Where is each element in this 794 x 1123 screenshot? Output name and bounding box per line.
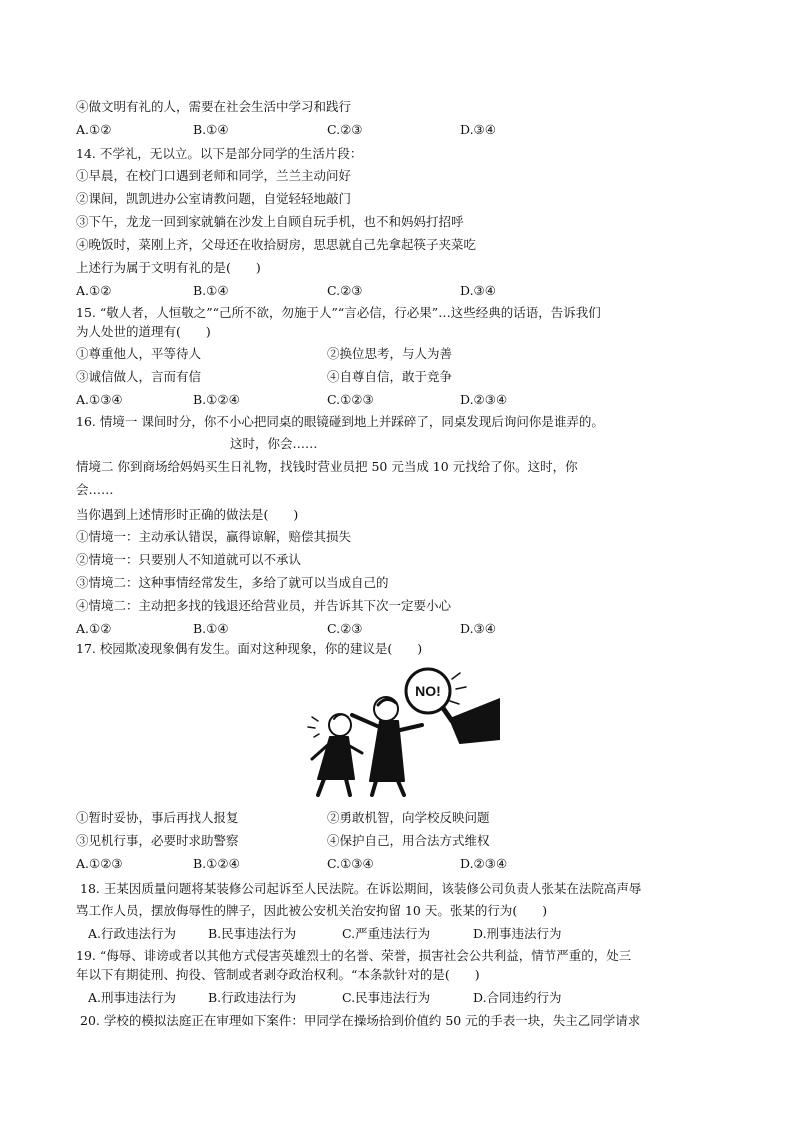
q16-item-2: ②情境一：只要别人不知道就可以不承认	[76, 552, 302, 567]
q16-option-d: D.③④	[460, 621, 496, 636]
q14-option-d: D.③④	[460, 283, 496, 298]
q14-stem: 14. 不学礼，无以立。以下是部分同学的生活片段：	[76, 146, 363, 161]
q13-option-b: B.①④	[193, 122, 229, 137]
q20-stem-line-1: 20. 学校的模拟法庭正在审理如下案件：甲同学在操场拾到价值约 50 元的手表一块，失主乙同学请求	[80, 1013, 641, 1028]
q13-option-a: A.①②	[76, 122, 112, 137]
q19-option-b: B.行政违法行为	[208, 990, 297, 1005]
q15-item-4: ④自尊自信，敢于竞争	[327, 369, 453, 384]
q15-option-a: A.①③④	[76, 392, 123, 407]
q17-option-d: D.②③④	[460, 856, 508, 871]
q14-option-a: A.①②	[76, 283, 112, 298]
q16-item-3: ③情境二：这种事情经常发生，多给了就可以当成自己的	[76, 575, 389, 590]
anti-bullying-cartoon	[300, 661, 500, 801]
q17-option-c: C.①③④	[327, 856, 374, 871]
q14-item-1: ①早晨，在校门口遇到老师和同学，兰兰主动问好	[76, 168, 352, 183]
q15-item-3: ③诚信做人，言而有信	[76, 369, 202, 384]
q15-option-c: C.①②③	[327, 392, 374, 407]
q18-stem-line-2: 骂工作人员，摆放侮辱性的牌子，因此被公安机关治安拘留 10 天。张某的行为( )	[76, 903, 548, 918]
q14-option-c: C.②③	[327, 283, 363, 298]
q19-option-a: A.刑事违法行为	[88, 990, 177, 1005]
q14-question: 上述行为属于文明有礼的是( )	[76, 260, 261, 275]
q13-option-d: D.③④	[460, 122, 496, 137]
q17-item-3: ③见机行事，必要时求助警察	[76, 833, 239, 848]
q14-item-3: ③下午，龙龙一回到家就躺在沙发上自顾自玩手机，也不和妈妈打招呼	[76, 214, 464, 229]
q15-item-2: ②换位思考，与人为善	[327, 346, 453, 361]
q16-item-4: ④情境二：主动把多找的钱退还给营业员，并告诉其下次一定要小心	[76, 598, 452, 613]
q16-scenario-1-prompt: 这时，你会……	[230, 436, 318, 451]
q13-option-c: C.②③	[327, 122, 363, 137]
q17-option-a: A.①②③	[76, 856, 123, 871]
q18-option-b: B.民事违法行为	[208, 926, 297, 941]
q16-scenario-2: 情境二 你到商场给妈妈买生日礼物，找钱时营业员把 50 元当成 10 元找给了你。这时，你	[76, 459, 578, 474]
q15-stem-line-2: 为人处世的道理有( )	[76, 324, 211, 339]
q17-item-4: ④保护自己，用合法方式维权	[327, 833, 490, 848]
q16-item-1: ①情境一：主动承认错误，赢得谅解，赔偿其损失	[76, 529, 352, 544]
q15-stem-line-1: 15. “敬人者，人恒敬之”“己所不欲，勿施于人”“言必信，行必果”…这些经典的话语，告诉我们	[76, 305, 601, 320]
q13-statement-4: ④做文明有礼的人，需要在社会生活中学习和践行	[76, 99, 352, 114]
q19-option-d: D.合同违约行为	[473, 990, 562, 1005]
q17-stem: 17. 校园欺凌现象偶有发生。面对这种现象，你的建议是( )	[76, 641, 423, 656]
q16-question: 当你遇到上述情形时正确的做法是( )	[76, 507, 299, 522]
q17-item-1: ①暂时妥协，事后再找人报复	[76, 810, 239, 825]
no-sign-text: NO!	[415, 683, 441, 699]
q16-scenario-2-prompt: 会……	[76, 482, 114, 497]
q18-option-a: A.行政违法行为	[88, 926, 177, 941]
q14-item-4: ④晚饭时，菜刚上齐，父母还在收拾厨房，思思就自己先拿起筷子夹菜吃	[76, 237, 477, 252]
q19-stem-line-2: 年以下有期徒刑、拘役、管制或者剥夺政治权利。“本条款针对的是( )	[76, 967, 480, 982]
q15-item-1: ①尊重他人，平等待人	[76, 346, 202, 361]
q14-option-b: B.①④	[193, 283, 229, 298]
q15-option-b: B.①②④	[193, 392, 240, 407]
q16-scenario-1: 16. 情境一 课间时分，你不小心把同桌的眼镜碰到地上并踩碎了，同桌发现后询问你是谁弄的。	[76, 414, 604, 429]
q15-option-d: D.②③④	[460, 392, 508, 407]
q19-option-c: C.民事违法行为	[342, 990, 431, 1005]
q14-item-2: ②课间，凯凯进办公室请教问题，自觉轻轻地敲门	[76, 191, 352, 206]
q16-option-a: A.①②	[76, 621, 112, 636]
q19-stem-line-1: 19. “侮辱、诽谤或者以其他方式侵害英雄烈士的名誉、荣誉，损害社会公共利益，情节严重的，处三	[76, 948, 632, 963]
q17-item-2: ②勇敢机智，向学校反映问题	[327, 810, 490, 825]
q18-option-c: C.严重违法行为	[342, 926, 431, 941]
q16-option-b: B.①④	[193, 621, 229, 636]
q17-option-b: B.①②④	[193, 856, 240, 871]
q18-option-d: D.刑事违法行为	[473, 926, 562, 941]
q16-option-c: C.②③	[327, 621, 363, 636]
q18-stem-line-1: 18. 王某因质量问题将某装修公司起诉至人民法院。在诉讼期间，该装修公司负责人张某在法院高声辱	[80, 881, 642, 896]
